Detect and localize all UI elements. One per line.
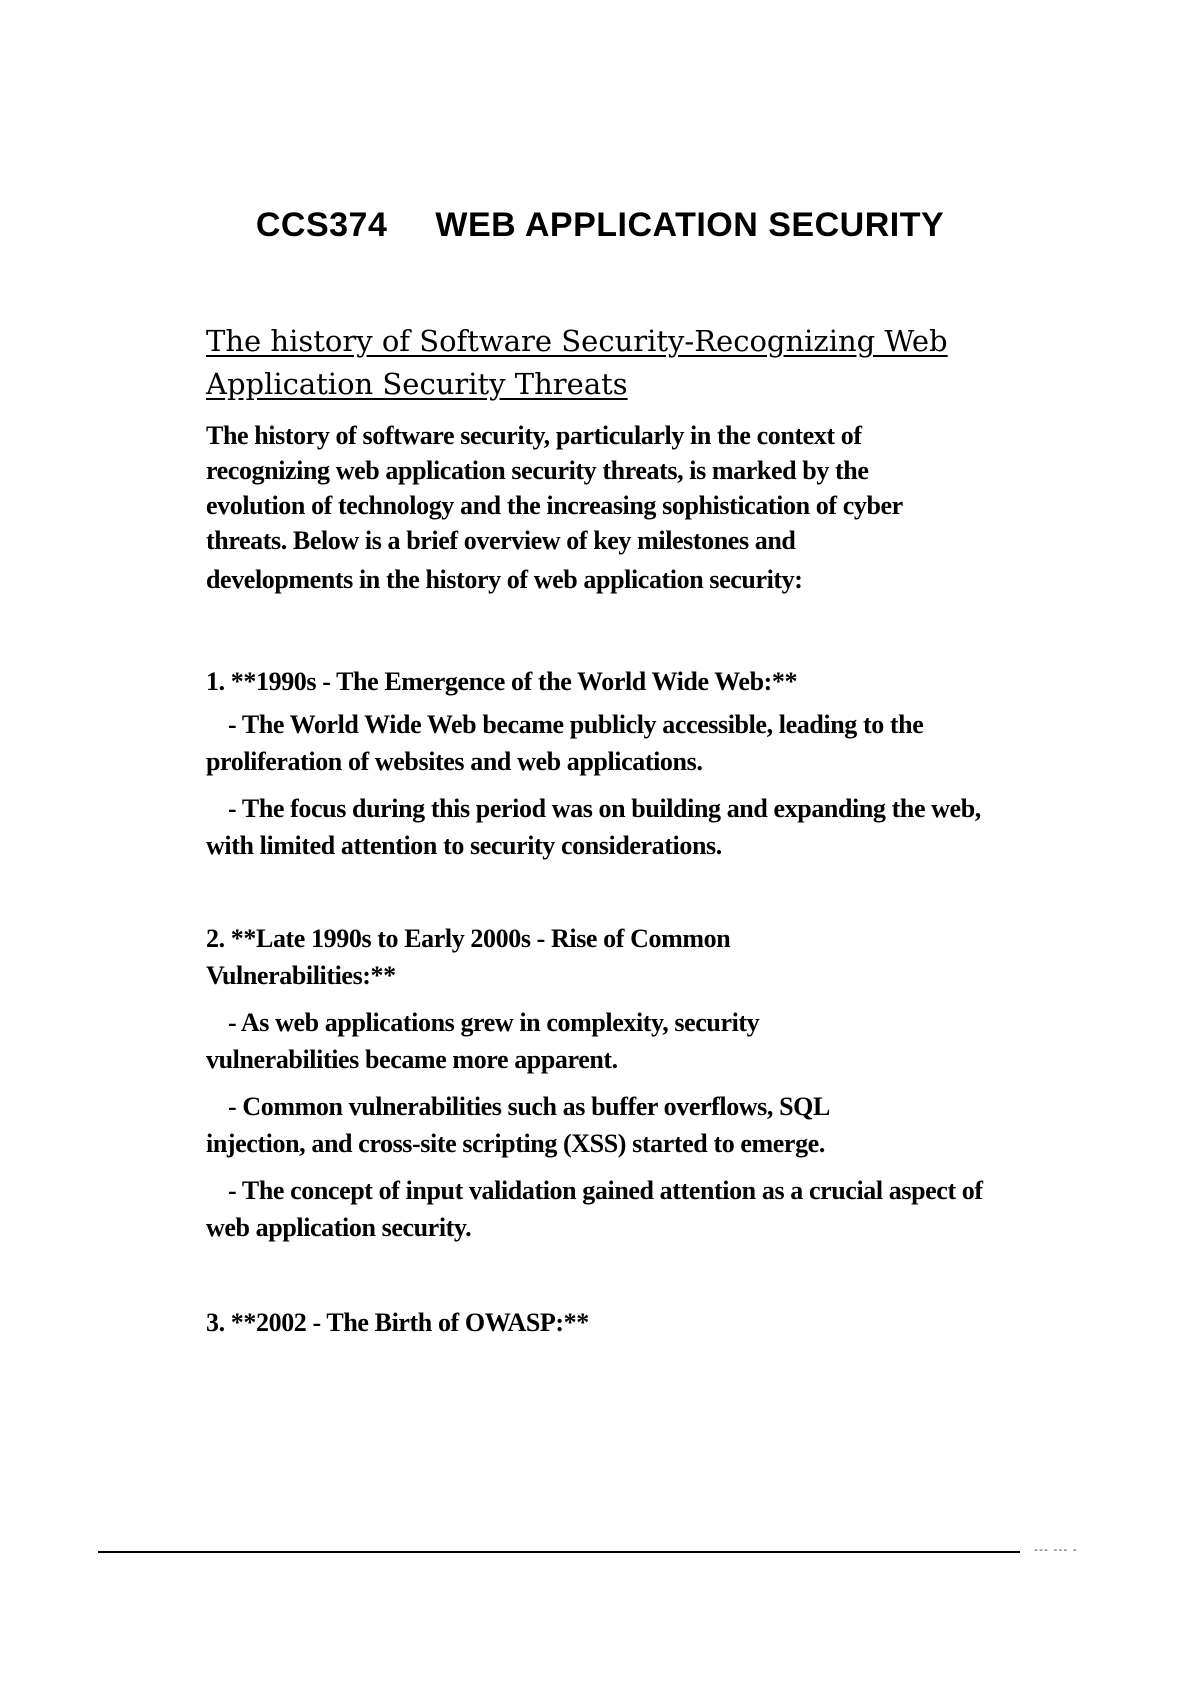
intro-line: evolution of technology and the increasing sophistication of cyber bbox=[206, 491, 903, 520]
intro-line: The history of software security, particularly in the context of bbox=[206, 421, 862, 450]
milestone-bullet: - Common vulnerabilities such as buffer overflows, SQL injection, and cross-site scripting (XSS) started to emerge. bbox=[206, 1092, 829, 1158]
intro-paragraph bbox=[206, 418, 1006, 597]
milestone-heading: 1. **1990s - The Emergence of the World Wide Web:** bbox=[206, 667, 798, 696]
footer-rule bbox=[98, 1551, 1020, 1553]
intro-line: recognizing web application security threats, is marked by the bbox=[206, 456, 869, 485]
section-heading: The history of Software Security-Recognizing Web Application Security Threats bbox=[206, 324, 948, 401]
milestone-bullet: - As web applications grew in complexity, security vulnerabilities became more apparent. bbox=[206, 1008, 760, 1074]
intro-line: developments in the history of web application security: bbox=[206, 565, 803, 594]
footer-marks: --- --- - bbox=[1034, 1543, 1078, 1556]
milestone-bullet: - The World Wide Web became publicly accessible, leading to the proliferation of websites and web applications. bbox=[206, 710, 924, 776]
course-code: CCS374 bbox=[255, 206, 388, 244]
intro-line: threats. Below is a brief overview of key milestones and bbox=[206, 526, 796, 555]
milestone-heading: 3. **2002 - The Birth of OWASP:** bbox=[206, 1308, 589, 1337]
milestone-heading: 2. **Late 1990s to Early 2000s - Rise of Common Vulnerabilities:** bbox=[206, 924, 731, 990]
course-title: WEB APPLICATION SECURITY bbox=[435, 206, 945, 244]
milestone-bullet: - The focus during this period was on building and expanding the web, with limited attention to security considerations. bbox=[206, 794, 981, 860]
document-title bbox=[0, 206, 1200, 245]
milestone-bullet: - The concept of input validation gained attention as a crucial aspect of web application security. bbox=[206, 1176, 983, 1242]
